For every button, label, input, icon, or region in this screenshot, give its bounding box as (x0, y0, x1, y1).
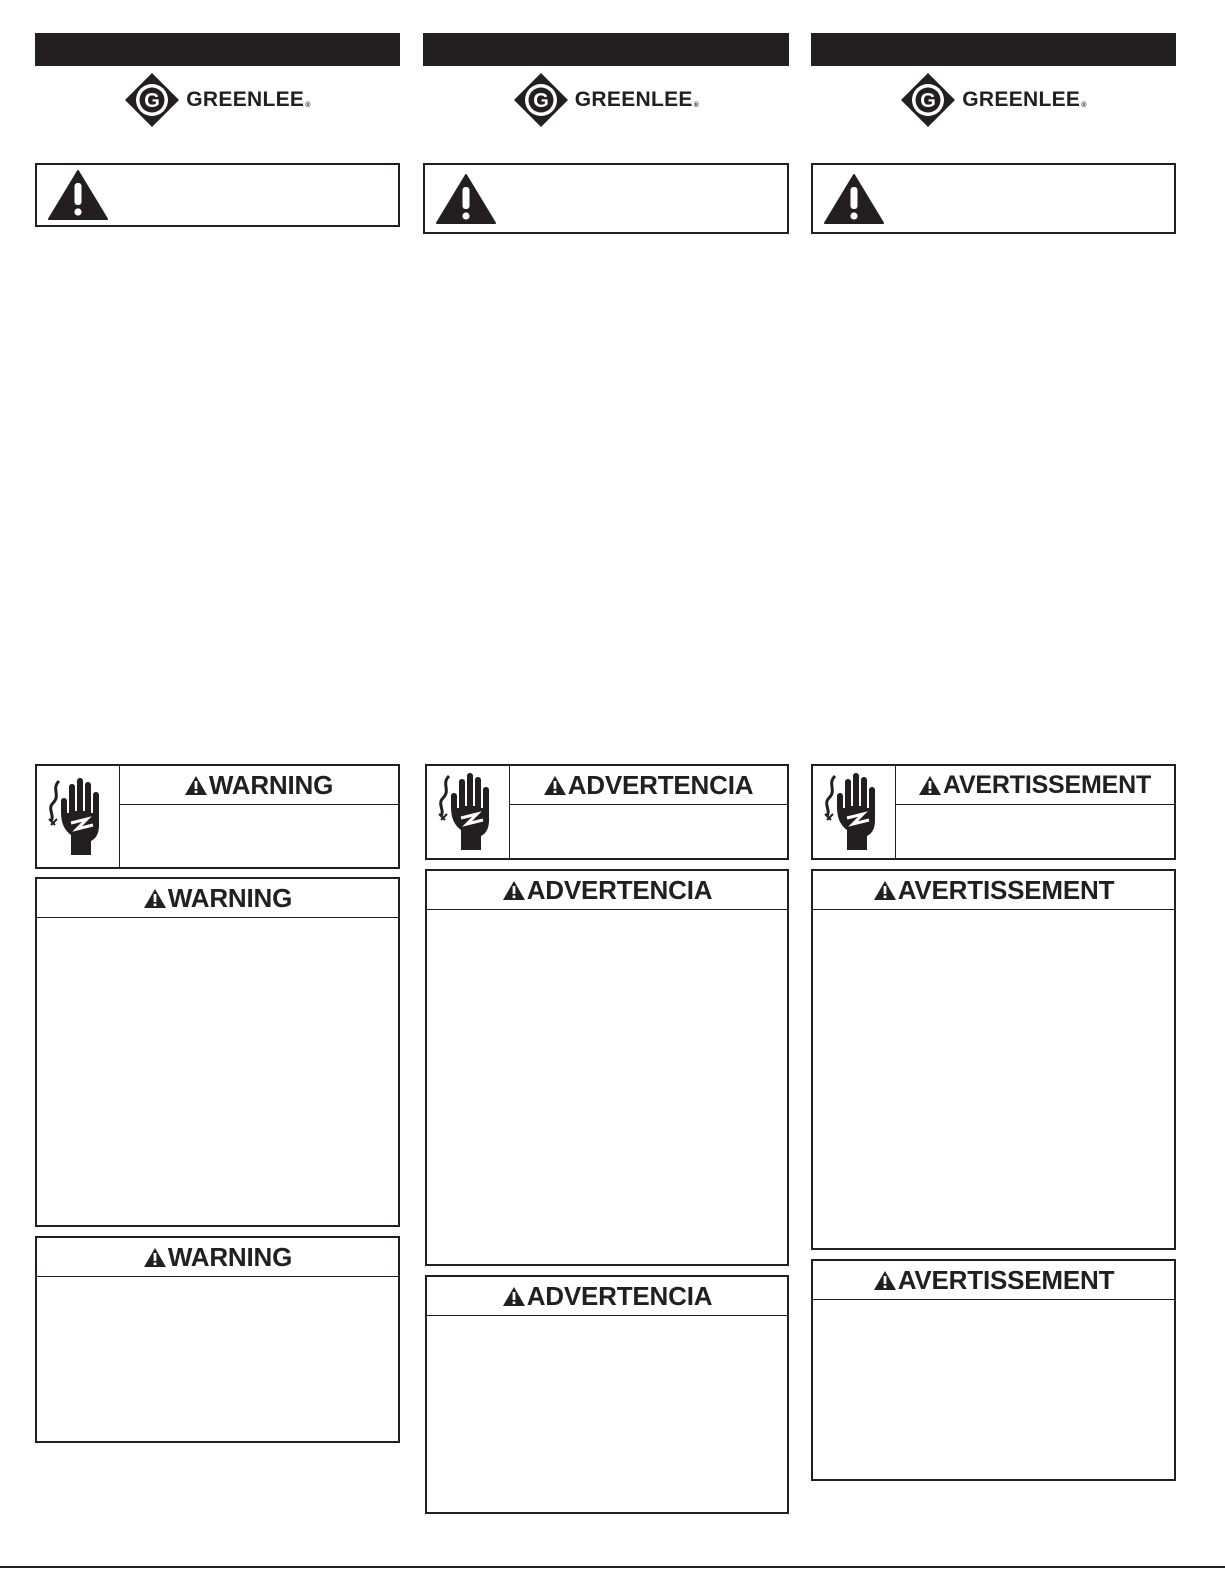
shock-warning-header: ADVERTENCIA (509, 766, 787, 805)
warning-header: WARNING (37, 879, 398, 918)
warning-box-english-2 (35, 1236, 400, 1443)
electric-shock-hand-icon (47, 775, 109, 859)
warning-header: AVERTISSEMENT (813, 871, 1174, 910)
shock-icon-cell (813, 766, 896, 858)
greenlee-logo (35, 72, 400, 128)
brand-name: GREENLEE® (962, 88, 1087, 111)
brand-name: GREENLEE® (186, 88, 311, 111)
small-warning-triangle-icon (543, 775, 567, 796)
greenlee-diamond-g-icon (900, 72, 956, 128)
warning-header: ADVERTENCIA (427, 871, 787, 910)
greenlee-logo (423, 72, 789, 128)
warning-box-english-1 (35, 877, 400, 1227)
small-warning-triangle-icon (143, 888, 167, 909)
safety-alert-box-spanish (423, 163, 789, 234)
small-warning-triangle-icon (918, 775, 942, 796)
warning-box-spanish-2 (425, 1275, 789, 1514)
page-bottom-rule (0, 1566, 1225, 1568)
warning-box-french-1 (811, 869, 1176, 1250)
electric-shock-hand-icon (437, 770, 499, 854)
svg-text:G: G (144, 90, 161, 112)
electric-shock-hand-icon (823, 770, 885, 854)
column-header-bar-english (35, 33, 400, 66)
shock-icon-cell (37, 766, 120, 867)
small-warning-triangle-icon (873, 1270, 897, 1291)
greenlee-logo (811, 72, 1176, 128)
warning-header: AVERTISSEMENT (813, 1261, 1174, 1300)
shock-warning-header: AVERTISSEMENT (895, 766, 1174, 805)
small-warning-triangle-icon (502, 880, 526, 901)
exclamation-triangle-icon (47, 169, 109, 221)
shock-warning-box-french (811, 764, 1176, 860)
greenlee-diamond-g-icon (124, 72, 180, 128)
small-warning-triangle-icon (502, 1286, 526, 1307)
column-header-bar-spanish (423, 33, 789, 66)
warning-box-spanish-1 (425, 869, 789, 1266)
warning-header: WARNING (37, 1238, 398, 1277)
svg-text:G: G (533, 90, 549, 112)
small-warning-triangle-icon (143, 1247, 167, 1268)
small-warning-triangle-icon (184, 775, 208, 796)
shock-icon-cell (427, 766, 510, 858)
shock-warning-box-english (35, 764, 400, 869)
shock-warning-header: WARNING (119, 766, 398, 805)
small-warning-triangle-icon (873, 880, 897, 901)
safety-alert-box-english (35, 163, 400, 227)
exclamation-triangle-icon (823, 173, 885, 225)
exclamation-triangle-icon (435, 173, 497, 225)
greenlee-diamond-g-icon (513, 72, 569, 128)
warning-header: ADVERTENCIA (427, 1277, 787, 1316)
shock-warning-box-spanish (425, 764, 789, 860)
svg-text:G: G (920, 90, 937, 112)
brand-name: GREENLEE® (574, 88, 700, 111)
column-header-bar-french (811, 33, 1176, 66)
safety-alert-box-french (811, 163, 1176, 234)
warning-box-french-2 (811, 1259, 1176, 1481)
